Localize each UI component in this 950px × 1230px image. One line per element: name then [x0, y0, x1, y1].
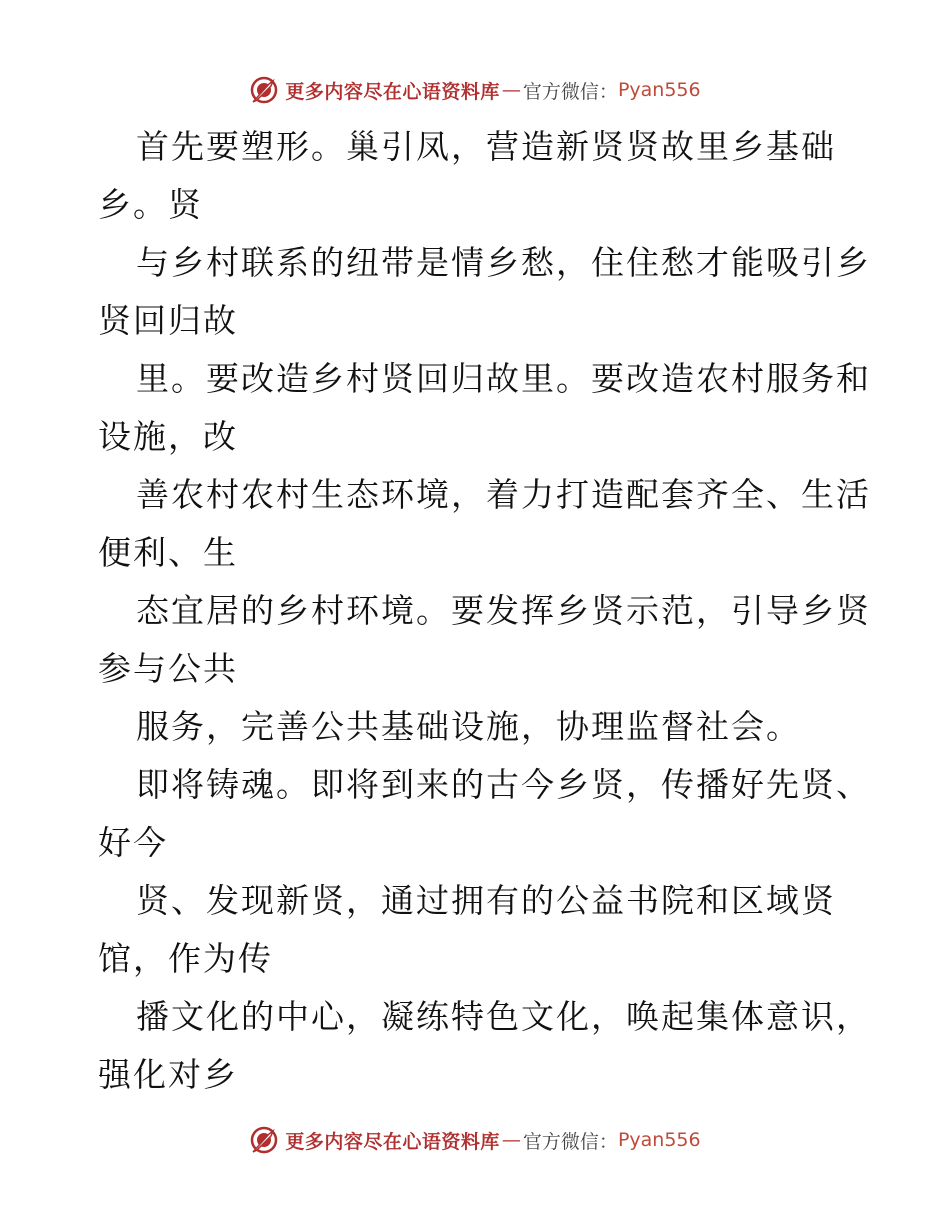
- footer-brand-text: 更多内容尽在心语资料库: [285, 1130, 500, 1153]
- text-line: 参与公共: [98, 649, 238, 688]
- document-body: [98, 118, 871, 1104]
- text-line: 设施，改: [98, 417, 238, 456]
- footer-separator: —: [501, 1129, 521, 1151]
- header-brand-text: 更多内容尽在心语资料库: [285, 80, 500, 103]
- text-line: 贤、发现新贤，通过拥有的公益书院和区域贤: [136, 881, 836, 920]
- text-line: 与乡村联系的纽带是情乡愁，住住愁才能吸引乡: [136, 243, 871, 282]
- text-line: 强化对乡: [98, 1055, 238, 1094]
- header-wechat-label: 官方微信：: [522, 80, 618, 103]
- text-line: 善农村农村生态环境，着力打造配套齐全、生活: [136, 475, 871, 514]
- header-banner: [0, 70, 950, 110]
- footer-wechat-label: 官方微信：: [522, 1130, 618, 1153]
- quill-pen-logo-icon: [249, 75, 279, 105]
- footer-wechat-id: Pyan556: [617, 1129, 701, 1151]
- footer-banner: [0, 1120, 950, 1160]
- text-line: 乡。贤: [98, 185, 203, 224]
- text-line: 好今: [98, 823, 168, 862]
- text-line: 服务，完善公共基础设施，协理监督社会。: [136, 707, 801, 746]
- header-wechat-id: Pyan556: [617, 79, 701, 101]
- text-line: 首先要塑形。巢引凤，营造新贤贤故里乡基础: [136, 127, 836, 166]
- header-separator: —: [501, 79, 521, 101]
- text-line: 态宜居的乡村环境。要发挥乡贤示范，引导乡贤: [136, 591, 871, 630]
- quill-pen-logo-icon: [249, 1125, 279, 1155]
- text-line: 里。要改造乡村贤回归故里。要改造农村服务和: [136, 359, 871, 398]
- text-line: 即将铸魂。即将到来的古今乡贤，传播好先贤、: [136, 765, 871, 804]
- text-line: 馆，作为传: [98, 939, 273, 978]
- text-line: 便利、生: [98, 533, 238, 572]
- text-line: 贤回归故: [98, 301, 238, 340]
- text-line: 播文化的中心，凝练特色文化，唤起集体意识，: [136, 997, 871, 1036]
